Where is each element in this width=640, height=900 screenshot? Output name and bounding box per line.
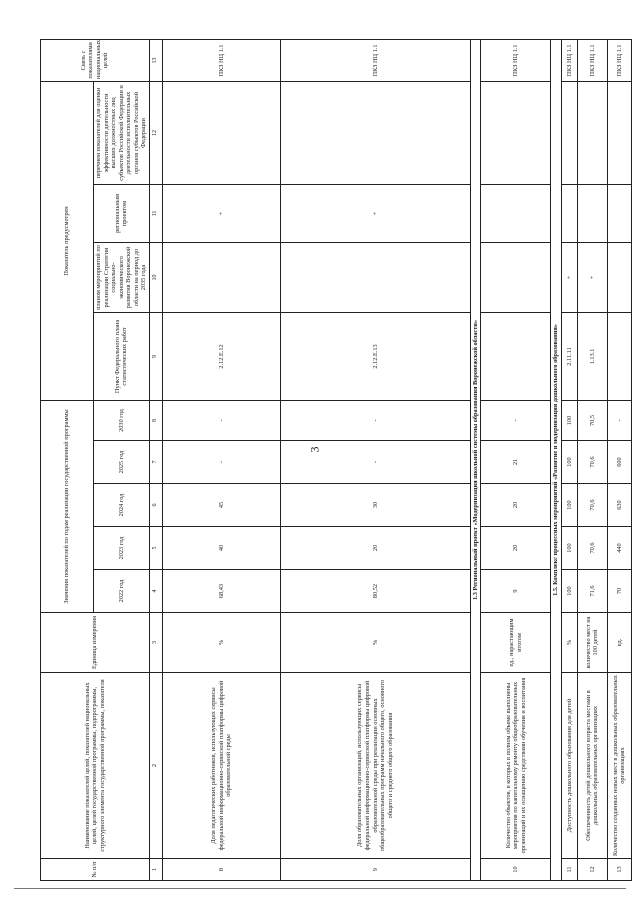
row-value-2025: 21 <box>481 441 551 484</box>
section-row <box>470 39 481 880</box>
row-unit: % <box>162 613 280 673</box>
row-regional: + <box>280 184 470 242</box>
col-number: 5 <box>149 527 162 570</box>
row-value-2025: - <box>280 441 470 484</box>
row-regional: + <box>162 184 280 242</box>
row-link: ПКЗ НЦ 1.1 <box>481 39 551 81</box>
row-no: 12 <box>577 859 607 881</box>
row-no: 8 <box>162 859 280 881</box>
header-year-2025: 2025 год <box>94 441 150 484</box>
row-unit: % <box>280 613 470 673</box>
col-number: 6 <box>149 484 162 527</box>
row-no: 11 <box>561 859 577 881</box>
row-link: ПКЗ НЦ 1.1 <box>607 39 631 81</box>
col-number: 4 <box>149 570 162 613</box>
row-plan <box>607 312 631 400</box>
header-strategy: планом мероприятий по реализации Стратегии социально-экономического развития Воронежской области на период до 2035 года <box>94 242 150 312</box>
row-name: Количество созданных новых мест в дошкольных образовательных организациях <box>607 673 631 859</box>
header-evaluation: перечнем показателей для оценки эффективности деятельности высших должностных лиц субъектов Российской Федерации и деятельности исполнительных органов субъектов Российской Федерации <box>94 81 150 184</box>
header-name: Наименование показателей целей, показателей национальных целей, целей государственной программы, подпрограммы, структурного элемента государственной программы, показателя <box>41 673 150 859</box>
row-strategy <box>280 242 470 312</box>
col-number: 7 <box>149 441 162 484</box>
row-name: Доля образовательных организаций, использующих сервисы федеральной информационно-сервисной платформы цифровой образовательной среды при реализации основных общеобразовательных программ начального общего, основного общего и среднего общего образования <box>280 673 470 859</box>
row-regional <box>607 184 631 242</box>
col-number: 10 <box>149 242 162 312</box>
table-row <box>162 39 280 880</box>
row-link: ПКЗ НЦ 1.1 <box>561 39 577 81</box>
row-name: Количество объектов, в которых в полном объеме выполнены мероприятия по капитальному ремонту общеобразовательных организаций и их оснащению средствами обучения и воспитания <box>481 673 551 859</box>
indicator-table <box>40 39 632 881</box>
row-link: ПКЗ НЦ 1.1 <box>162 39 280 81</box>
row-plan: 2.12.Е.13 <box>280 312 470 400</box>
row-regional <box>577 184 607 242</box>
col-number: 13 <box>149 39 162 81</box>
row-value-2022: 68,43 <box>162 570 280 613</box>
row-value-2024: 20 <box>481 484 551 527</box>
row-plan: 1.13.1 <box>577 312 607 400</box>
section-row <box>551 39 562 880</box>
header-year-2022: 2022 год <box>94 570 150 613</box>
header-plan: Пункт Федерального плана статистических работ <box>94 312 150 400</box>
table-row <box>577 39 607 880</box>
row-value-2024: 630 <box>607 484 631 527</box>
indicator-table-wrapper <box>40 39 627 881</box>
header-values-group: Значения показателей по годам реализации государственной программы <box>41 400 94 612</box>
row-value-2030: - <box>162 400 280 440</box>
row-evaluation <box>561 81 577 184</box>
header-year-2030: 2030 год <box>94 400 150 440</box>
col-number: 2 <box>149 673 162 859</box>
row-value-2023: 20 <box>280 527 470 570</box>
col-number: 3 <box>149 613 162 673</box>
header-regional: региональным проектом <box>94 184 150 242</box>
row-value-2025: 600 <box>607 441 631 484</box>
row-strategy <box>481 242 551 312</box>
row-value-2030: 70,5 <box>577 400 607 440</box>
row-regional <box>561 184 577 242</box>
row-strategy <box>607 242 631 312</box>
row-value-2030: - <box>481 400 551 440</box>
header-no: № п/п <box>41 859 150 881</box>
row-value-2023: 20 <box>481 527 551 570</box>
row-value-2030: - <box>607 400 631 440</box>
row-link: ПКЗ НЦ 1.1 <box>280 39 470 81</box>
row-unit: количество мест на 100 детей <box>577 613 607 673</box>
row-value-2025: 70,6 <box>577 441 607 484</box>
col-number: 12 <box>149 81 162 184</box>
section-title-1-5: 1.5. Комплекс процессных мероприятий «Развитие и модернизация дошкольного образования» <box>551 39 562 880</box>
table-row <box>561 39 577 880</box>
header-link: Связь с показателями национальных целей <box>41 39 150 81</box>
row-value-2024: 30 <box>280 484 470 527</box>
row-plan: 2.11.11 <box>561 312 577 400</box>
row-strategy: + <box>577 242 607 312</box>
table-row <box>607 39 631 880</box>
row-value-2025: - <box>162 441 280 484</box>
col-number: 11 <box>149 184 162 242</box>
row-value-2023: 440 <box>607 527 631 570</box>
row-unit: % <box>561 613 577 673</box>
row-value-2030: 100 <box>561 400 577 440</box>
row-value-2023: 70,6 <box>577 527 607 570</box>
row-regional <box>481 184 551 242</box>
header-year-2023: 2023 год <box>94 527 150 570</box>
rotated-page <box>40 39 627 881</box>
header-unit: Единица измерения <box>41 613 150 673</box>
row-link: ПКЗ НЦ 1.1 <box>577 39 607 81</box>
row-value-2024: 45 <box>162 484 280 527</box>
row-no: 13 <box>607 859 631 881</box>
row-value-2022: 70 <box>607 570 631 613</box>
bottom-divider <box>14 888 626 889</box>
row-evaluation <box>607 81 631 184</box>
row-name: Обеспеченность детей дошкольного возраста местами в дошкольных образовательных организациях <box>577 673 607 859</box>
row-strategy <box>162 242 280 312</box>
column-numbers-row <box>149 39 162 880</box>
row-name: Доля педагогических работников, использующих сервисы федеральной информационно-сервисной платформы цифровой образовательной среды <box>162 673 280 859</box>
col-number: 8 <box>149 400 162 440</box>
row-plan <box>481 312 551 400</box>
row-value-2023: 40 <box>162 527 280 570</box>
row-evaluation <box>577 81 607 184</box>
col-number: 1 <box>149 859 162 881</box>
row-value-2022: 80,52 <box>280 570 470 613</box>
row-evaluation <box>280 81 470 184</box>
row-value-2022: 71,6 <box>577 570 607 613</box>
row-value-2024: 70,6 <box>577 484 607 527</box>
row-value-2030: - <box>280 400 470 440</box>
table-row <box>280 39 470 880</box>
row-no: 9 <box>280 859 470 881</box>
table-row <box>481 39 551 880</box>
page-number: 3 <box>307 446 322 453</box>
row-name: Доступность дошкольного образования для детей <box>561 673 577 859</box>
header-year-2024: 2024 год <box>94 484 150 527</box>
row-unit: ед. <box>607 613 631 673</box>
row-value-2025: 100 <box>561 441 577 484</box>
row-evaluation <box>162 81 280 184</box>
row-no: 10 <box>481 859 551 881</box>
section-title-1-3: 1.3 Региональный проект «Модернизация школьной системы образования Воронежской области» <box>470 39 481 880</box>
row-value-2022: 9 <box>481 570 551 613</box>
row-unit: ед., нарастающим итогом <box>481 613 551 673</box>
row-strategy: + <box>561 242 577 312</box>
row-value-2024: 100 <box>561 484 577 527</box>
row-value-2022: 100 <box>561 570 577 613</box>
header-provided-group: Показатель предусмотрен <box>41 81 94 400</box>
col-number: 9 <box>149 312 162 400</box>
row-value-2023: 100 <box>561 527 577 570</box>
row-plan: 2.12.Е.12 <box>162 312 280 400</box>
row-evaluation <box>481 81 551 184</box>
